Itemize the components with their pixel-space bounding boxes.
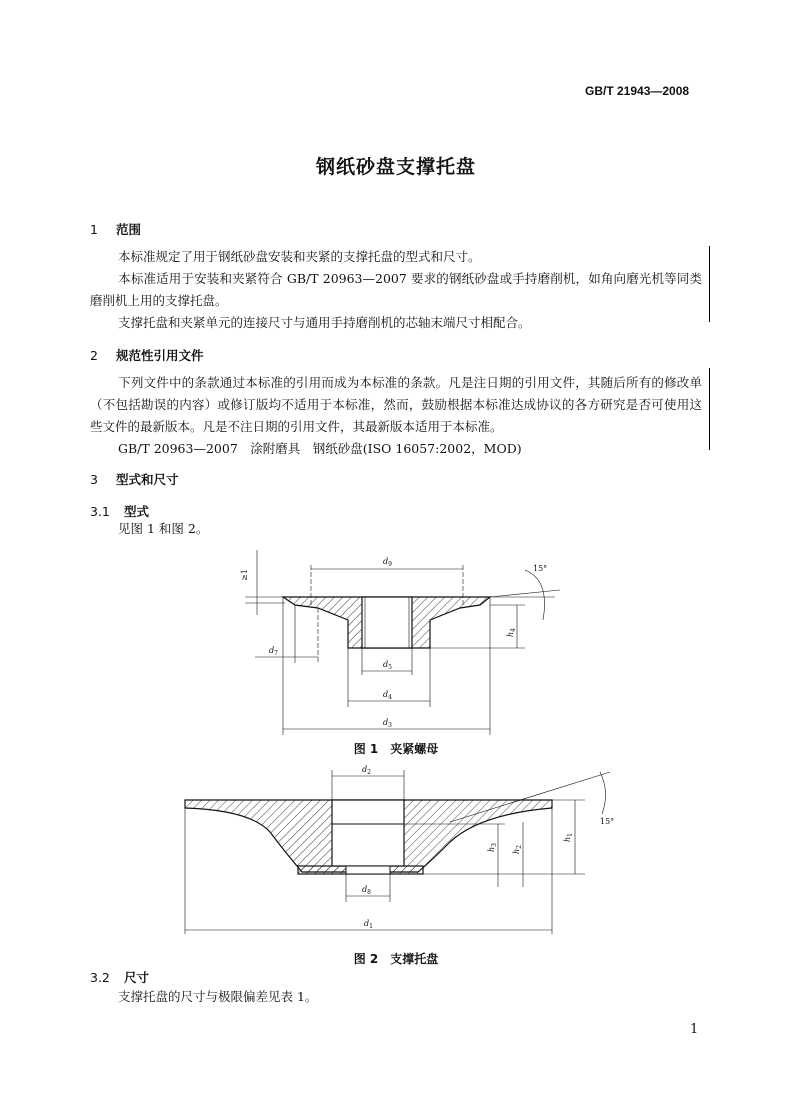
revision-bar bbox=[709, 246, 710, 322]
label-d5: $d_5$ bbox=[383, 660, 392, 671]
document-title: 钢纸砂盘支撑托盘 bbox=[315, 156, 476, 178]
section-title: 型式 bbox=[124, 504, 150, 519]
section-number: 3 bbox=[90, 472, 98, 487]
figure-2-backing-pad bbox=[180, 762, 620, 942]
label-h1: $h_1$ bbox=[563, 833, 574, 842]
section-2-reference bbox=[90, 438, 702, 460]
label-d2: $d_2$ bbox=[362, 765, 371, 776]
revision-bar bbox=[709, 368, 710, 450]
label-d8: $d_8$ bbox=[362, 885, 371, 896]
label-d4: $d_4$ bbox=[383, 690, 392, 701]
page-number: 1 bbox=[690, 1022, 699, 1037]
section-1-heading bbox=[90, 220, 141, 238]
section-3-2-paragraph bbox=[90, 986, 702, 1008]
gap-label: ≥1 bbox=[240, 569, 249, 581]
section-number: 2 bbox=[90, 348, 98, 363]
label-h4: $h_4$ bbox=[506, 628, 517, 637]
paragraph-text: 下列文件中的条款通过本标准的引用而成为本标准的条款。凡是注日期的引用文件，其随后所有的修改单（不包括勘误的内容）或修订版均不适用于本标准，然而，鼓励根据本标准达成协议的各方研究是否可使用这些文件的最新版本。凡是不注日期的引用文件，其最新版本适用于本标准。 bbox=[90, 375, 702, 434]
section-3-2-heading bbox=[90, 968, 149, 986]
paragraph-text: 本标准适用于安装和夹紧符合 GB/T 20963—2007 要求的钢纸砂盘或手持磨削机，如角向磨光机等同类磨削机上用的支撑托盘。 bbox=[90, 271, 702, 308]
section-1-paragraph-1 bbox=[90, 246, 702, 268]
section-number: 3.1 bbox=[90, 504, 110, 519]
section-2-heading bbox=[90, 346, 204, 364]
label-h2: $h_2$ bbox=[512, 845, 523, 854]
figure-1-clamping-nut bbox=[225, 545, 565, 740]
label-d3: $d_3$ bbox=[383, 718, 392, 729]
section-number: 1 bbox=[90, 222, 98, 237]
section-2-paragraph-1 bbox=[90, 372, 702, 438]
section-title: 型式和尺寸 bbox=[116, 472, 179, 487]
section-number: 3.2 bbox=[90, 970, 110, 985]
angle-label: 15° bbox=[600, 817, 615, 826]
section-title: 范围 bbox=[116, 222, 142, 237]
standard-code: GB/T 21943—2008 bbox=[585, 84, 690, 98]
section-title: 规范性引用文件 bbox=[116, 348, 204, 363]
label-d1: $d_1$ bbox=[364, 919, 373, 930]
paragraph-text: 本标准规定了用于钢纸砂盘安装和夹紧的支撑托盘的型式和尺寸。 bbox=[118, 249, 481, 264]
label-h3: $h_3$ bbox=[487, 843, 498, 852]
section-title: 尺寸 bbox=[124, 970, 150, 985]
section-1-paragraph-3 bbox=[90, 312, 702, 334]
section-3-1-paragraph bbox=[90, 518, 702, 540]
figure-2-caption: 图 2 支撑托盘 bbox=[353, 952, 439, 966]
reference-text: GB/T 20963—2007 涂附磨具 钢纸砂盘(ISO 16057:2002，MOD) bbox=[118, 441, 522, 456]
section-1-paragraph-2 bbox=[90, 268, 702, 312]
paragraph-text: 支撑托盘的尺寸与极限偏差见表 1。 bbox=[118, 989, 318, 1004]
label-d9: $d_9$ bbox=[383, 557, 392, 568]
paragraph-text: 见图 1 和图 2。 bbox=[118, 521, 209, 536]
angle-label: 15° bbox=[533, 564, 548, 573]
figure-1-caption: 图 1 夹紧螺母 bbox=[353, 742, 439, 756]
label-d7: $d_7$ bbox=[269, 646, 278, 657]
section-3-heading bbox=[90, 470, 179, 488]
paragraph-text: 支撑托盘和夹紧单元的连接尺寸与通用手持磨削机的芯轴末端尺寸相配合。 bbox=[118, 315, 531, 330]
